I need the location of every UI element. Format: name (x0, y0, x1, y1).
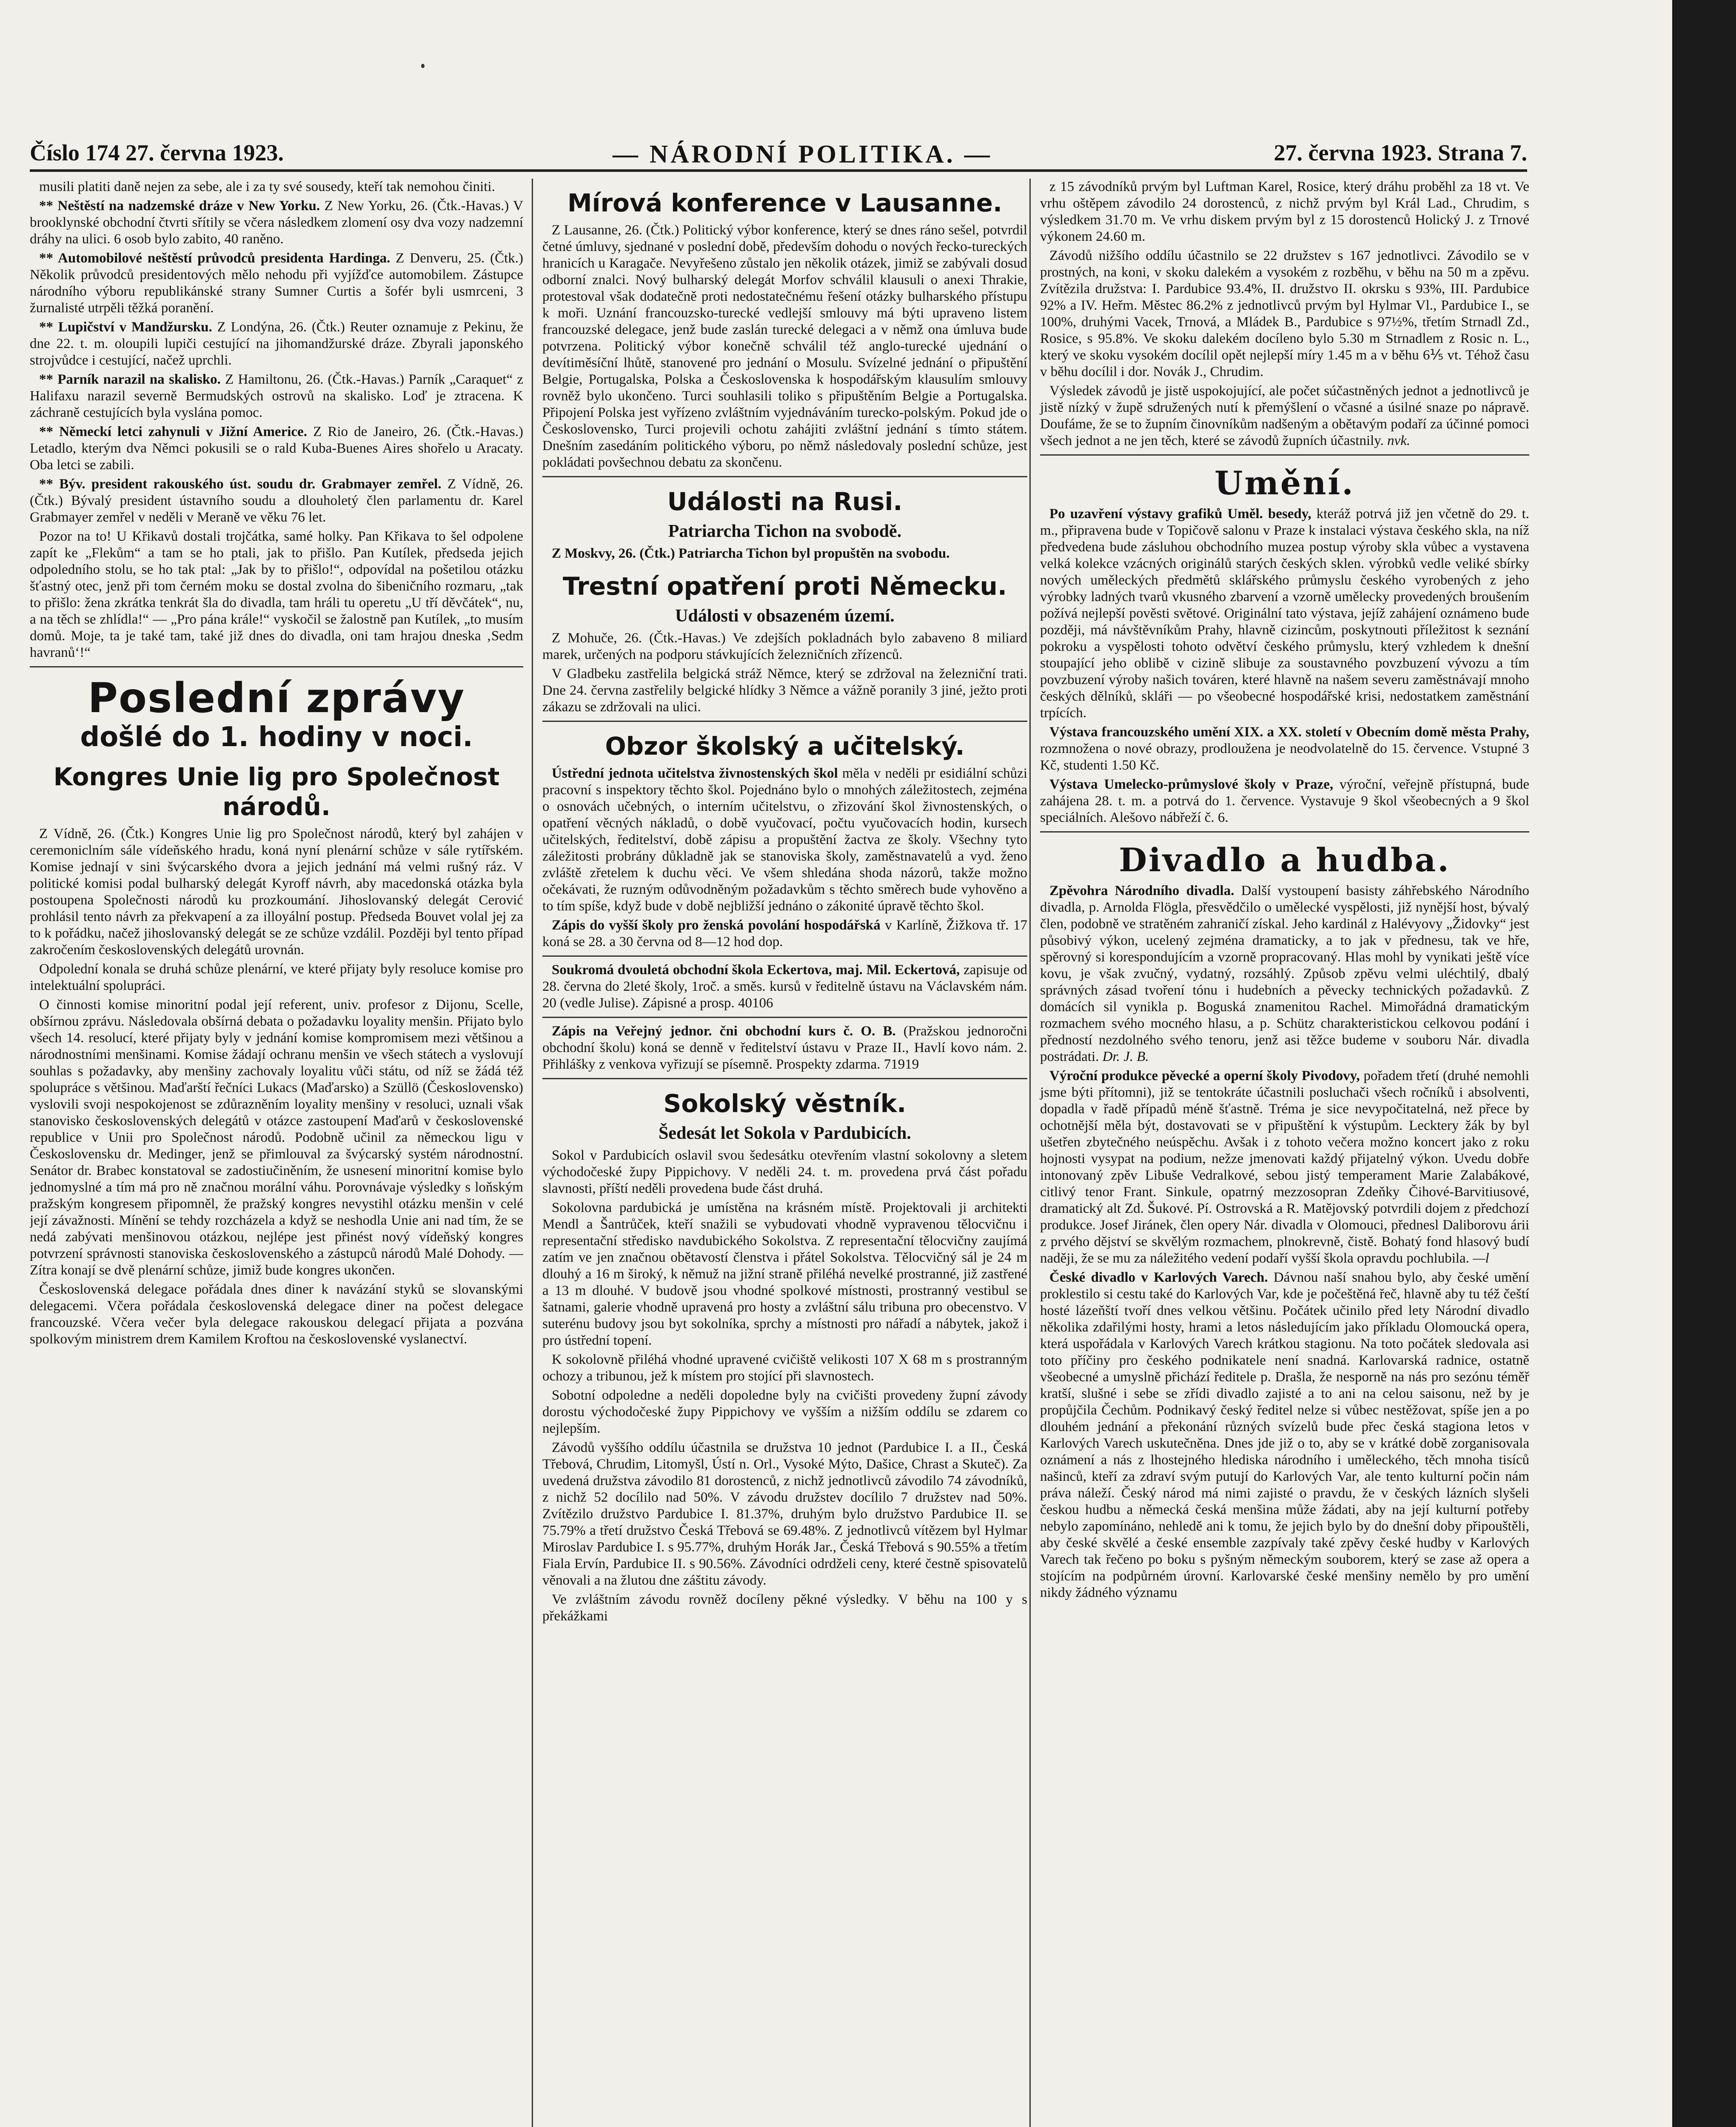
news-item (542, 765, 1027, 915)
news-item (1040, 724, 1529, 774)
news-text: Z New Yorku, 26. (Čtk.-Havas.) V brooklynské obchodní čtvrti sřítily se včera následkem zlomení osy dva vozy nadzemní dráhy na ulici. 6 osob bylo zabito, 40 raněno. (30, 198, 523, 247)
issue-number-date: Číslo 174 27. června 1923. (30, 140, 284, 165)
article-paragraph: musili platiti daně nejen za sebe, ale i za ty své sousedy, kteří tak nemohou činiti. (39, 179, 495, 194)
author-signature: Dr. J. B. (1102, 1049, 1149, 1064)
advertisement (542, 1023, 1027, 1073)
news-headline: Zápis do vyšší školy pro ženská povolání hospodářská (552, 918, 881, 933)
news-headline: ** Býv. president rakouského úst. soudu dr. Grabmayer zemřel. (39, 476, 442, 492)
scan-dark-edge (1672, 0, 1736, 2127)
news-item (30, 476, 523, 526)
news-text: Z Rio de Janeiro, 26. (Čtk.-Havas.) Letadlo, kterým dva Němci pokusili se o rald Kuba-Buenes Aires shořelo u Aracaty. Oba letci se zabili. (30, 424, 523, 473)
news-item (1040, 506, 1529, 721)
news-text: kteráž potrvá již jen včetně do 29. t. m., připravena bude v Topičově salonu v Praze k instalaci výstava českého skla, na níž předvedena bude zásluhou obchodního muzea postup výroby skla vůbec a vystavena velká kolekce vzácných originálů starých českých sklen. výrobků vedle veliké sbírky nových uměleckých předmětů sklářského průmyslu českého vyrobených z jeho výrobky ladných tvarů vkusného zbarvení a vzorně umělecky provedených broušením požívá nejlepší pověsti světové. Originální tato výstava, jejíž zahájení oznámeno bude později, má návštěvníkům Prahy, hlavně cizincům, poskytnouti příležitost k seznání pokroku a vyspělosti tohoto odvětví českého průmyslu, který vzhledem k dnešní stoupající jeho oblibě v cizině slibuje za soustavného povzbuzení vývozu a tím povzbuzení výroby našich továren, které hlavně na našem severu zaměstnávají mnoho českých dělníků, skláři — po všeobecné hospodářské krisi, nedostatkem zaměstnání trpících. (1040, 506, 1529, 721)
advertisement (542, 962, 1027, 1012)
news-item (1040, 883, 1529, 1065)
news-item (30, 424, 523, 473)
column-3 (1029, 179, 1529, 2127)
advert-text: zapisuje od 28. června do 2leté školy, 1roč. a směs. kursů v ředitelně ústavu na Václavském nám. 20 (vedle Julise). Zápisné a prosp. 40106 (542, 962, 1027, 1011)
news-text: Z Vídně, 26. (Čtk.) Bývalý president ústavního soudu a dlouholetý člen parlamentu dr. Karel Grabmayer zemřel v neděli v Meraně ve věku 76 let. (30, 476, 523, 525)
news-text: výroční, veřejně přístupná, bude zahájena 28. t. m. a potrvá do 1. července. Vystavuje 9 škol všeobecných a 9 škol speciálních. Alešovo nábřeží č. 6. (1040, 777, 1529, 825)
article-subheadline: Šedesát let Sokola v Pardubicích. (658, 1123, 911, 1143)
article-paragraph: Závodů vyššího oddílu účastnila se družstva 10 jednot (Pardubice I. a II., Česká Třebová, Chrudim, Litomyšl, Ústí n. Orl., Vysoké Mýto, Dašice, Chrast a Skuteč). Za uvedená družstva závodilo 81 dorostenců, z nichž jednotlivců závodilo 74 závodníků, z nichž 52 docílilo nad 50%. V závodu družstev docílilo 7 družstev nad 50%. Zvítězilo družstvo Pardubice I. 81.37%, druhým bylo družstvo Pardubice II. se 75.79% a třetí družstvo Česká Třebová se 69.48%. Z jednotlivců vítězem byl Hylmar Miroslav Pardubice I. s 95.77%, druhým Horák Jar., Česká Třebová s 90.55% a třetím Fiala Ervín, Pardubice II. s 90.56%. Závodníci odrdželi ceny, které čestně spisovatelů věnovali a na žlutou dne záštitu závody. (542, 1440, 1027, 1588)
article-paragraph: Odpolední konala se druhá schůze plenární, ve které přijaty byly resoluce komise pro intelektuální spolupráci. (30, 961, 523, 993)
news-headline: Ústřední jednota učitelstva živnostenských škol (552, 766, 838, 781)
news-text: v Karlíně, Žižkova tř. 17 koná se 28. a 30 června od 8—12 hod dop. (542, 918, 1027, 949)
news-headline: Výstava francouzského umění XIX. a XX. století v Obecním domě města Prahy, (1049, 724, 1529, 740)
article-paragraph: Závodů nižšího oddílu účastnilo se 22 družstev s 167 jednotlivci. Závodilo se v prostných, na koni, v skoku dalekém a vysokém z rozběhu, v běhu na 50 m a zpěvu. Zvítězila družstva: I. Pardubice 93.4%, II. družstvo II. okrsku s 93%, III. Pardubice 92% a IV. Heřm. Městec 86.2% z jednotlivců prvým byl Hylmar Vl., Pardubice I., se 100%, druhými Vacek, Trnová, a Mládek B., Pardubice s 97½%, třetím Strnadl Zd., Rosice, s 95.8%. Ve skoku dalekém docíleno bylo 5.30 m Strnadlem z Rosic n. L., který ve skoku vysokém docílil opět nejlepší míry 1.45 m a v běhu 6⅕ vt. Téhož času v běhu docílil i dor. Novák J., Chrudim. (1040, 248, 1529, 379)
article-paragraph: Z Vídně, 26. (Čtk.) Kongres Unie lig pro Společnost národů, který byl zahájen v ceremoniclním sále vídeňského hradu, koná nyní plenární schůze v sále rytířském. Komise jednají v sini švýcarského dvora a jejich jednání má velmi rušný ráz. V politické komisi podal bulharský delegát Kyroff návrh, aby macedonská otázka byla postoupena Společnosti národů ku prozkoumání. Jihoslovanský delegát Cerović prohlásil tento návrh za překvapení a za illoyální postup. Předseda Bouvet volal jej za to k pořádku, načež jihoslovanský delegát se ze schůze vzdálil. Později byl tento případ zakročením československých delegátů urovnán. (30, 826, 523, 958)
news-headline: České divadlo v Karlových Varech. (1049, 1270, 1268, 1285)
article-paragraph: Z Mohuče, 26. (Čtk.-Havas.) Ve zdejších pokladnách bylo zabaveno 8 miliard marek, určených na podporu stávkujících železničních zřízenců. (542, 630, 1027, 662)
article-paragraph: V Gladbeku zastřelila belgická stráž Němce, který se zdržoval na železniční trati. Dne 24. června zastřelily belgické hlídky 3 Němce a vážně poranily 3 jiné, ježto proti zákazu se zdržovali na ulici. (542, 666, 1027, 715)
news-text: Z Denveru, 25. (Čtk.) Několik průvodců presidentových mělo nehodu při vyjížďce automobilem. Zástupce národního výboru republikánské strany Sumner Curtis a šofér byli usmrceni, 3 žurnalisté utrpěli těžká poranění. (30, 251, 523, 316)
section-divider (542, 476, 1027, 477)
news-headline: ** Neštěstí na nadzemské dráze v New Yorku. (39, 198, 320, 214)
masthead: — NÁRODNÍ POLITIKA. — (613, 140, 992, 168)
news-item (1040, 776, 1529, 826)
article-headline: Události na Rusi. (667, 487, 903, 516)
advert-headline: Zápis na Veřejný jednor. čni obchodní kurs č. O. B. (552, 1024, 896, 1039)
article-paragraph: K sokolovně přiléhá vhodné upravené cvičiště velikosti 107 X 68 m s prostranným ochozy a tribunou, jež k místem pro stojící při slavnostech. (542, 1352, 1027, 1384)
article-paragraph (1040, 383, 1529, 449)
article-headline: Trestní opatření proti Německu. (563, 572, 1007, 601)
news-text: Další vystoupení basisty záhřebského Národního divadla, p. Arnolda Flögla, přesvědčilo o umělecké vyspělosti, již nynější host, bývalý člen, podobně ve stratěném zahraničí získal. Jeho kardinál z Halévyovy „Židovky“ jest působivý výkon, ucelený zejména dramaticky, a to jak v přednesu, tak ve hře, spěrovný si korespondujícím a vzorně propracovaný. Hlas mohl by vynikati ještě více kovu, je však zvučný, vydatný, rozsáhlý. Způsob zpěvu velmi uléchtilý, dbalý správných zásad tvoření tónu i hudebních a pěvecky technických požadavků. Z domácích sil vynikla p. Boguská znamenitou Rachel. Mimořádná dramatickým rozmachem svého mocného hlasu, a p. Schütz charakteristickou celkovou podání i předností nezdolného svého tenoru, jenž asi těžce budeme v souboru Nár. divadla postrádati. (1040, 883, 1529, 1064)
news-item (542, 917, 1027, 950)
article-headline: Mírová konference v Lausanne. (567, 188, 1003, 217)
scan-speck (421, 64, 425, 68)
advert-text: (Pražskou jednoročni obchodní školu) koná se denně v ředitelství ústavu v Praze II., Havlí kovo nám. 2. Přihlášky z venkova vyřizují se písemně. Prospekty zdarma. 71919 (542, 1024, 1027, 1072)
date-page-number: 27. června 1923. Strana 7. (1274, 140, 1527, 165)
article-headline: Kongres Unie lig pro Společnost národů. (53, 762, 500, 821)
news-headline: ** Lupičství v Mandžursku. (39, 319, 212, 335)
news-headline: ** Automobilové neštěstí průvodců presidenta Hardinga. (39, 251, 391, 266)
article-paragraph: Z Lausanne, 26. (Čtk.) Politický výbor konference, který se dnes ráno sešel, potvrdil četné úmluvy, sjednané v poslední době, především dohodu o nových řecko-tureckých hranicích u Karagače. Nevyřešeno zůstalo jen několik otázek, jimiž se zabývali dosud odborní znalci. Nový bulharský delegát Morfov schválil klausuli o anexi Thrakie, protestoval však dodatečně proti nedostatečnému řešení otázky bulharského přístupu k moři. Uznání francouzsko-turecké vedlejší smlouvy má býti upraveno listem francouzské delegace, jenž bude zaslán turecké delegaci a v němž ona úmluva bude potvrzena. Politický výbor konečně schválil též anglo-turecké ujednání o devítiměsíční lhůtě, stanovené pro jednání o Mosulu. Svízelné jednání o připuštění Belgie, Portugalska, Polska a Československa k hospodářským klausulím smlouvy rovněž bylo ukončeno. Turci souhlasili toliko s připuštěním Belgie a Portugalska. Připojení Polska jest vyřízeno zvláštním vyjednáváním turecko-polským. Pokud jde o Československo, Turci projevili ochotu zahájiti zvláštní jednání s tímto státem. Dnešním zasedáním politického výboru, po němž následovaly poslední schůze, jest pokládati povšechnou debatu za skončenu. (542, 222, 1027, 470)
article-paragraph: Československá delegace pořádala dnes diner k navázání styků se slovanskými delegacemi. Včera pořádala československá delegace diner na počest delegace francouzské. Včera večer byla delegace rakouskou delegací přijata a pozvána spolkovým ministrem drem Kamilem Kroftou na československé vyslanectví. (30, 1282, 523, 1347)
section-subtitle-latest-news: došlé do 1. hodiny v noci. (80, 721, 473, 753)
section-divider (30, 666, 523, 667)
article-subheadline: Patriarcha Tichon na svobodě. (668, 522, 902, 541)
news-item (1040, 1068, 1529, 1267)
news-item (30, 371, 523, 421)
news-text: Z Londýna, 26. (Čtk.) Reuter oznamuje z Pekinu, že dne 22. t. m. oloupili lupiči cestující na jihomandžurské dráze. Zbyrali japonského strojvůdce i cestující, načež uprchli. (30, 319, 523, 368)
news-headline: ** Parník narazil na skalisko. (39, 372, 221, 387)
scan-margin (0, 0, 1736, 128)
section-divider (1040, 831, 1529, 833)
section-title-latest-news: Poslední zprávy (88, 674, 465, 722)
section-title-theatre-music: Divadlo a hudba. (1119, 841, 1451, 879)
page-header (30, 135, 1527, 172)
news-item (30, 319, 523, 369)
advert-divider (542, 955, 1027, 957)
author-signature: —l (1473, 1251, 1489, 1266)
article-subheadline: Události v obsazeném území. (675, 606, 895, 626)
anecdote: Pozor na to! U Křikavů dostali trojčátka, samé holky. Pan Křikava to šel odpolene zapít ke „Flekům“ a tam se ho ptali, jak to přišlo. Pan Kutílek, předseda jejich odpoledního stolu, se ho tak ptal: „Jak by to přišlo!“, odpovídal na pošetilou otázku šťastný otec, jenž při tom černém moku se dostal zvolna do šibeničního rozmaru, „tak to přišlo: žena zkrátka tenkrát šla do divadla, tam hráli tu operetu „U tří děvčátek“, nu, a na těch se zhlídla!“ — „Pro pána krále!“ vyskočil se žalostně pan Kutílek, „to musím domů. Moje, ta je také tam, také již dnes do divadla, oni tam hrajou dneska ‚Sedm havranů‘!“ (30, 529, 523, 660)
section-divider (1040, 454, 1529, 456)
news-item (30, 250, 523, 316)
article-paragraph: z 15 závodníků prvým byl Luftman Karel, Rosice, který dráhu proběhl za 18 vt. Ve vrhu oštěpem závodilo 24 dorostenců, z nichž prvým byl Král Lad., Chrudim, s výsledkem 31.70 m. Ve vrhu diskem prvým byl z 15 dorostenců Holický J. z Trnové výkonem 24.60 m. (1040, 179, 1529, 244)
article-paragraph: Z Moskvy, 26. (Čtk.) Patriarcha Tichon byl propuštěn na svobodu. (552, 546, 950, 561)
article-text: Výsledek závodů je jistě uspokojující, ale počet súčastněných jednot a jednotlivců je jistě nízký v župě sdružených nutí k přemýšlení o včasné a úsilné snaze po nápravě. Doufáme, že se to župním činovníkům nadšeným a obětavým podaří za účinné pomoci všech jednot a ne jen těch, které se závodů župních účastnily. (1040, 383, 1529, 448)
news-text: pořadem třetí (druhé nemohli jsme býti přítomni), již se tentokráte účastnili posluchači všech ročníků i absolventi, dopadla v řadě případů méně šťastně. Tréma je sice nevypočitatelná, než přece by ochotnější měla být, dostavovati se v připuštění k výstupům. Lecktery žák by byl ušetřen zbytečného neúspěchu. Avšak i z tohoto večera možno koncert jako z roku hojnosti vysypat na podium, nežze jmenovati každý přijatelný výkon. Uvedu dobře intonovaný zpěv Libuše Vedralkové, sebou jistý temperament Marie Zalabákové, citlivý tenor Frant. Sinkule, opatrný mezzosopran Zdeňky Čihové-Barvitiusové, dramatický alt Zd. Šukové. Pí. Ostrovská a R. Matějovský potvrdili dojem z předchozí produkce. Josef Jiránek, člen opery Nár. divadla v Olomouci, přednesl Daliborovu árii z prvého dějství se skvělým rozmachem, plnokrevně, čistě. Bohatý fond hlasový budí naději, že se mu za náležitého vedení podaří vyšší škola opravdu pochlubila. (1040, 1068, 1529, 1266)
news-headline: Výroční produkce pěvecké a operní školy Pivodovy, (1049, 1068, 1360, 1083)
advert-headline: Soukromá dvouletá obchodní škola Eckertova, maj. Mil. Eckertová, (552, 962, 960, 978)
news-text: Dávnou naší snahou bylo, aby české umění proklestilo si cestu také do Karlových Var, kde je počeštěná řeč, hlavně aby tu též čeští hosté lázeňští tvoří dnes velkou většinu. Počátek učinilo před lety Národní divadlo několika zdařilými hosty, hrami a letos následujícím jako příkladu Olomoucká opera, která uspořádala v Karlových Varech krátkou stagionu. Na toto počátek sledovala asi toto příčiny pro českého podnikatele není snadná. Karlovarská radnice, ostatně všeobecné a umyslně přichází ředitele p. Drašla, že nesporně na nás pro sezónu téměř kratší, slušné i sebe se zřídi divadlo zajisté a to ani na celou saisonu, než by je propůjčila Čechům. Podnikavý český ředitel nelze si vůbec nestěžovat, spíše jen a po dlouhém jednání a překonání různých svízelů bude přec česká stagiona letos v Karlových Varech uskutečněna. Dnes jde již o to, aby se v krátké době zorganisovala oznámení a nás z lhostejného hlediska národního i uměleckého, těch mnoha tisíců našinců, kteří za zdraví svým putují do Karlových Var, ale tento kulturní počin nám práva náleží. Český národ má nimi zajisté o pravdu, že v českých lázních slyšeli českou hudbu a německá česká menšina může žádati, aby na její kulturní potřeby nebylo zapomínáno, nehledě ani k tomu, že jejich bylo by do dnešní doby připouštěli, aby české skvělé a české ensemble zazpívaly také zpěvy české hudby v Karlových Varech tak řečeno po boku s pyšným německým souborem, který se zase až opera a stojícím na podpůrném úrovní. Karlovarské české menšiny nemělo by pro umění nikdy žádného významu (1040, 1270, 1529, 1600)
author-signature: nvk. (1387, 433, 1411, 448)
news-text: měla v neděli pr esidiální schůzi pracovní s inspektory těchto škol. Pojednáno bylo o mnohých záležitostech, zejména o osnovách učebných, o interním učitelstvu, o zřizování škol živnostenských, o opatření věcných nákladů, o době vyučovací, počtu vyučovacích hodin, kursech učitelských, ředitelství, době zápisu a propuštění žactva ze školy. Všechny tyto záležitosti probrány důkladně jak se stanoviska školy, zaměstnavatelů a vyd. ženo zvláště zřetelem k duchu věci. Ve všem shledána shoda názorů, takže možno očekávati, že ruzným odůvodněným požadavkům s těchto směrech bude vyhověno a to tím spíše, když bude v době nejbližší jednáno o zákonité úpravě těchto škol. (542, 766, 1027, 914)
article-paragraph: Sokol v Pardubicích oslavil svou šedesátku otevřením vlastní sokolovny a sletem východočeské župy Pippichovy. V neděli 24. t. m. provedena prvá část pořadu slavnosti, příští neděli provedena bude část druhá. (542, 1148, 1027, 1196)
news-headline: Výstava Umelecko-průmyslové školy v Praze, (1049, 777, 1334, 792)
article-paragraph: Sobotní odpoledne a neděli dopoledne byly na cvičišti provedeny župní závody dorostu východočeské župy Pippichovy ve vyšším a nižším oddílu se zdarem co nejlepším. (542, 1388, 1027, 1436)
news-text: Z Hamiltonu, 26. (Čtk.-Havas.) Parník „Caraquet“ z Halifaxu narazil severně Bermudských ostrovů na skalisko. Loď je ztracena. K záchraně cestujících byla vyslána pomoc. (30, 372, 523, 420)
advert-divider (542, 1017, 1027, 1018)
article-paragraph: Ve zvláštním závodu rovněž docíleny pěkné výsledky. V běhu na 100 y s překážkami (542, 1592, 1027, 1624)
section-divider (542, 1078, 1027, 1079)
news-headline: ** Německí letci zahynuli v Jižní Americe. (39, 424, 307, 439)
column-2 (532, 179, 1027, 2127)
article-paragraph: Sokolovna pardubická je umístěna na krásném místě. Projektovali ji architekti Mendl a Šantrůček, kteří snažili se vybudovati vhodně vypravenou tělocvičnu i representační středisko navdubického Sokolstva. Z representační tělocvičny zaujímá zatím ve jen značnou obětavostí členstva i přátel Sokolstva. Tělocvičný sál je 24 m dlouhý a 16 m široký, k němuž na jižní straně přiléhá nevelké prostranné, již zastřené a 13 m dlouhé. V budově jsou vhodné spolkové místnosti, prostranný vestibul se šatnami, galerie vhodně upravená pro hosty a zvláštní sálu tribuna pro obecenstvo. V suterénu budovy jsou byt sokolníka, sprchy a místnosti pro nářadí a nábytek, jakož i pro ústřední topení. (542, 1200, 1027, 1348)
news-headline: Po uzavření výstavy grafiků Uměl. besedy, (1049, 506, 1311, 522)
section-title-sokol: Sokolský věstník. (663, 1089, 906, 1118)
news-item (1040, 1269, 1529, 1601)
news-text: rozmnožena o nové obrazy, prodloužena je neodvolatelně do 15. července. Vstupné 3 Kč, studenti 1.50 Kč. (1040, 741, 1529, 773)
news-headline: Zpěvohra Národního divadla. (1049, 883, 1234, 898)
news-item (30, 198, 523, 248)
section-title-school: Obzor školský a učitelský. (605, 732, 965, 761)
column-1 (30, 179, 523, 2127)
article-paragraph: O činnosti komise minoritní podal její referent, univ. profesor z Dijonu, Scelle, obšírnou zprávu. Následovala obšírná debata o požadavku loyality menšin. Přijato bylo všech 14. resolucí, které přijaty byly v jednání komise kompromisem mezi většinou a národnostními menšinami. Komise žádají ochranu menšin ve všech státech a vyslovují souhlas s požadavky, aby menšiny zachovaly loyalitu vůči státu, od níž se žádá též spolupráce s většinou. Maďarští řečníci Lukacs (Maďarsko) a Szüllö (Československo) vyslovili svoji nespokojenost se zdůrazněním loyality menšiny v resoluci, uznali však stanovisko československých delegátů v otázce zastoupení Maďarů v československé republice v Unii pro Společnost národů. Podobně učinil za německou ligu v Československu dr. Medinger, jenž se přimlouval za švýcarský systém národnostní. Senátor dr. Brabec konstatoval se zadostiučiněním, že usnesení minoritní komise bylo jednomyslné a tím má pro ně značnou morální váhu. Porovnávaje výsledky s loňským pražským kongresem připomněl, že pražský kongres nevystihl otázku menšin v celé její závažnosti. Mínění se tehdy rozcházela a když se neshodla Unie ani nad tím, že se nedá zabývati menšinovou otázkou, nejlépe jest přinést nový vídeňský kongres potvrzení správnosti stanoviska československého a zástupců národů Malé Dohody. — Zítra konají se dvě plenární schůze, jimiž bude kongres ukončen. (30, 997, 523, 1278)
section-divider (542, 721, 1027, 722)
section-title-art: Umění. (1214, 464, 1355, 502)
